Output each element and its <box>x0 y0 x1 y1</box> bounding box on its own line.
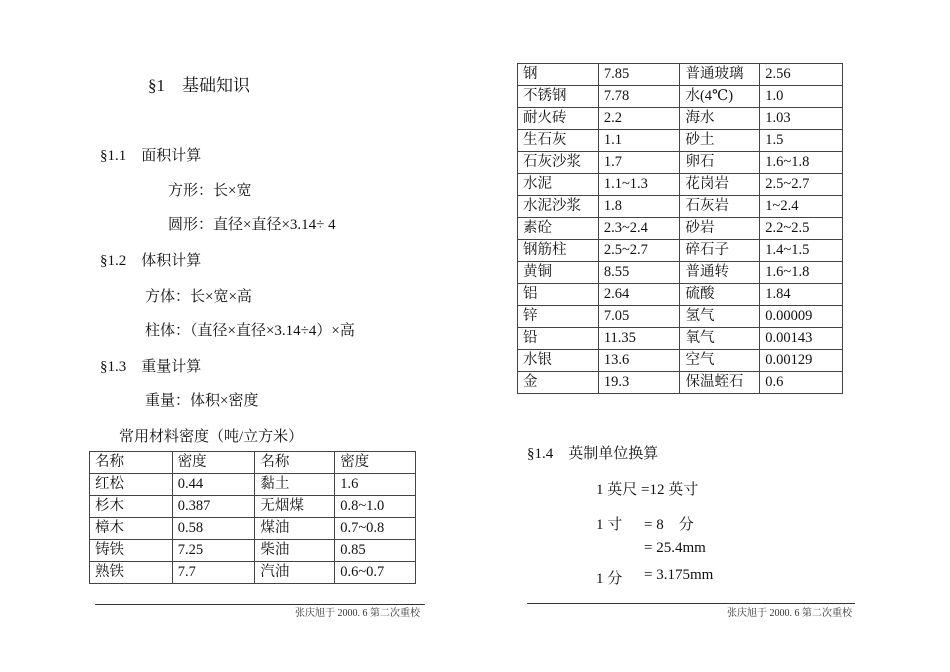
table-row <box>518 108 843 130</box>
table-row <box>518 130 843 152</box>
table-header-row <box>90 452 416 474</box>
table-row <box>518 350 843 372</box>
table-cell: 0.6 <box>760 372 843 394</box>
cylinder-volume-formula: 柱体：（直径×直径×3.14÷4）×高 <box>145 323 355 339</box>
table-cell: 11.35 <box>598 328 680 350</box>
table-row <box>518 86 843 108</box>
table-row <box>90 496 416 518</box>
table-cell: 红松 <box>90 474 173 496</box>
table-cell: 7.25 <box>172 540 255 562</box>
table-row <box>518 372 843 394</box>
table-row <box>90 540 416 562</box>
table-cell: 锌 <box>518 306 599 328</box>
footer-left: 张庆旭于 2000. 6 第二次重校 <box>295 608 420 619</box>
density-table-caption: 常用材料密度（吨/立方米） <box>119 429 304 445</box>
table-cell: 2.3~2.4 <box>598 218 680 240</box>
table-cell: 2.5~2.7 <box>598 240 680 262</box>
table-cell: 汽油 <box>255 562 335 584</box>
table-cell: 7.85 <box>598 64 680 86</box>
table-cell: 碎石子 <box>680 240 760 262</box>
table-cell: 1.1~1.3 <box>598 174 680 196</box>
table-cell: 1.7 <box>598 152 680 174</box>
table-cell: 0.00009 <box>760 306 843 328</box>
table-cell: 石灰沙浆 <box>518 152 599 174</box>
table-cell: 0.8~1.0 <box>335 496 416 518</box>
table-cell: 花岗岩 <box>680 174 760 196</box>
section-1-2-heading: §1.2 体积计算 <box>100 253 202 269</box>
table-cell: 水银 <box>518 350 599 372</box>
table-cell: 保温蛭石 <box>680 372 760 394</box>
table-cell: 1.6 <box>335 474 416 496</box>
table-cell: 海水 <box>680 108 760 130</box>
table-row <box>518 218 843 240</box>
square-area-formula: 方形：长×宽 <box>168 183 252 199</box>
table-cell: 卵石 <box>680 152 760 174</box>
table-cell: 耐火砖 <box>518 108 599 130</box>
table-cell: 1.6~1.8 <box>760 262 843 284</box>
fen-label: 1 分 <box>596 571 623 587</box>
section-1-4-heading: §1.4 英制单位换算 <box>527 446 659 462</box>
table-cell: 钢筋柱 <box>518 240 599 262</box>
table-row <box>90 562 416 584</box>
table-cell: 1.8 <box>598 196 680 218</box>
table-cell: 石灰岩 <box>680 196 760 218</box>
header-cell: 名称 <box>90 452 173 474</box>
table-cell: 0.44 <box>172 474 255 496</box>
table-cell: 8.55 <box>598 262 680 284</box>
table-row <box>518 174 843 196</box>
table-cell: 2.2 <box>598 108 680 130</box>
table-cell: 铅 <box>518 328 599 350</box>
table-cell: 熟铁 <box>90 562 173 584</box>
table-row <box>518 262 843 284</box>
inch-to-fen: = 8 分 <box>644 517 694 533</box>
weight-formula: 重量：体积×密度 <box>145 393 259 409</box>
table-row <box>518 284 843 306</box>
table-cell: 13.6 <box>598 350 680 372</box>
header-cell: 名称 <box>255 452 335 474</box>
table-cell: 素砼 <box>518 218 599 240</box>
cube-volume-formula: 方体：长×宽×高 <box>145 289 252 305</box>
table-cell: 柴油 <box>255 540 335 562</box>
header-cell: 密度 <box>335 452 416 474</box>
table-cell: 普通玻璃 <box>680 64 760 86</box>
table-row <box>518 152 843 174</box>
table-cell: 0.7~0.8 <box>335 518 416 540</box>
table-row <box>518 328 843 350</box>
table-row <box>518 240 843 262</box>
table-cell: 无烟煤 <box>255 496 335 518</box>
section-1-3-heading: §1.3 重量计算 <box>100 359 202 375</box>
table-cell: 1.1 <box>598 130 680 152</box>
header-cell: 密度 <box>172 452 255 474</box>
table-cell: 铸铁 <box>90 540 173 562</box>
table-cell: 1~2.4 <box>760 196 843 218</box>
table-cell: 砂岩 <box>680 218 760 240</box>
section-1-1-heading: §1.1 面积计算 <box>100 148 202 164</box>
table-cell: 0.85 <box>335 540 416 562</box>
table-cell: 1.84 <box>760 284 843 306</box>
table-cell: 1.5 <box>760 130 843 152</box>
table-cell: 7.05 <box>598 306 680 328</box>
table-cell: 普通转 <box>680 262 760 284</box>
table-cell: 0.6~0.7 <box>335 562 416 584</box>
table-cell: 砂土 <box>680 130 760 152</box>
table-row <box>90 474 416 496</box>
footer-right: 张庆旭于 2000. 6 第二次重校 <box>727 608 852 619</box>
table-cell: 铝 <box>518 284 599 306</box>
table-cell: 7.7 <box>172 562 255 584</box>
density-table-right <box>517 63 843 394</box>
table-cell: 杉木 <box>90 496 173 518</box>
table-cell: 空气 <box>680 350 760 372</box>
table-cell: 1.6~1.8 <box>760 152 843 174</box>
table-row <box>518 196 843 218</box>
table-cell: 0.58 <box>172 518 255 540</box>
table-cell: 水(4℃) <box>680 86 760 108</box>
table-cell: 0.387 <box>172 496 255 518</box>
table-cell: 煤油 <box>255 518 335 540</box>
table-cell: 氢气 <box>680 306 760 328</box>
table-cell: 2.56 <box>760 64 843 86</box>
table-cell: 19.3 <box>598 372 680 394</box>
table-cell: 2.5~2.7 <box>760 174 843 196</box>
table-cell: 7.78 <box>598 86 680 108</box>
table-cell: 水泥沙浆 <box>518 196 599 218</box>
table-cell: 生石灰 <box>518 130 599 152</box>
table-cell: 1.03 <box>760 108 843 130</box>
chapter-title: §1 基础知识 <box>148 76 250 95</box>
table-cell: 不锈钢 <box>518 86 599 108</box>
table-cell: 0.00143 <box>760 328 843 350</box>
foot-conversion: 1 英尺 =12 英寸 <box>596 482 699 498</box>
table-cell: 0.00129 <box>760 350 843 372</box>
table-cell: 1.4~1.5 <box>760 240 843 262</box>
table-cell: 2.2~2.5 <box>760 218 843 240</box>
density-table-left <box>89 451 416 584</box>
table-cell: 黄铜 <box>518 262 599 284</box>
table-cell: 金 <box>518 372 599 394</box>
fen-to-mm: = 3.175mm <box>644 567 714 583</box>
inch-to-mm: = 25.4mm <box>644 540 706 556</box>
table-cell: 樟木 <box>90 518 173 540</box>
table-cell: 钢 <box>518 64 599 86</box>
inch-label: 1 寸 <box>596 517 623 533</box>
table-row <box>90 518 416 540</box>
table-cell: 黏土 <box>255 474 335 496</box>
table-row <box>518 306 843 328</box>
table-cell: 2.64 <box>598 284 680 306</box>
table-cell: 水泥 <box>518 174 599 196</box>
circle-area-formula: 圆形：直径×直径×3.14÷ 4 <box>168 217 336 233</box>
table-cell: 氧气 <box>680 328 760 350</box>
table-cell: 1.0 <box>760 86 843 108</box>
table-row <box>518 64 843 86</box>
table-cell: 硫酸 <box>680 284 760 306</box>
